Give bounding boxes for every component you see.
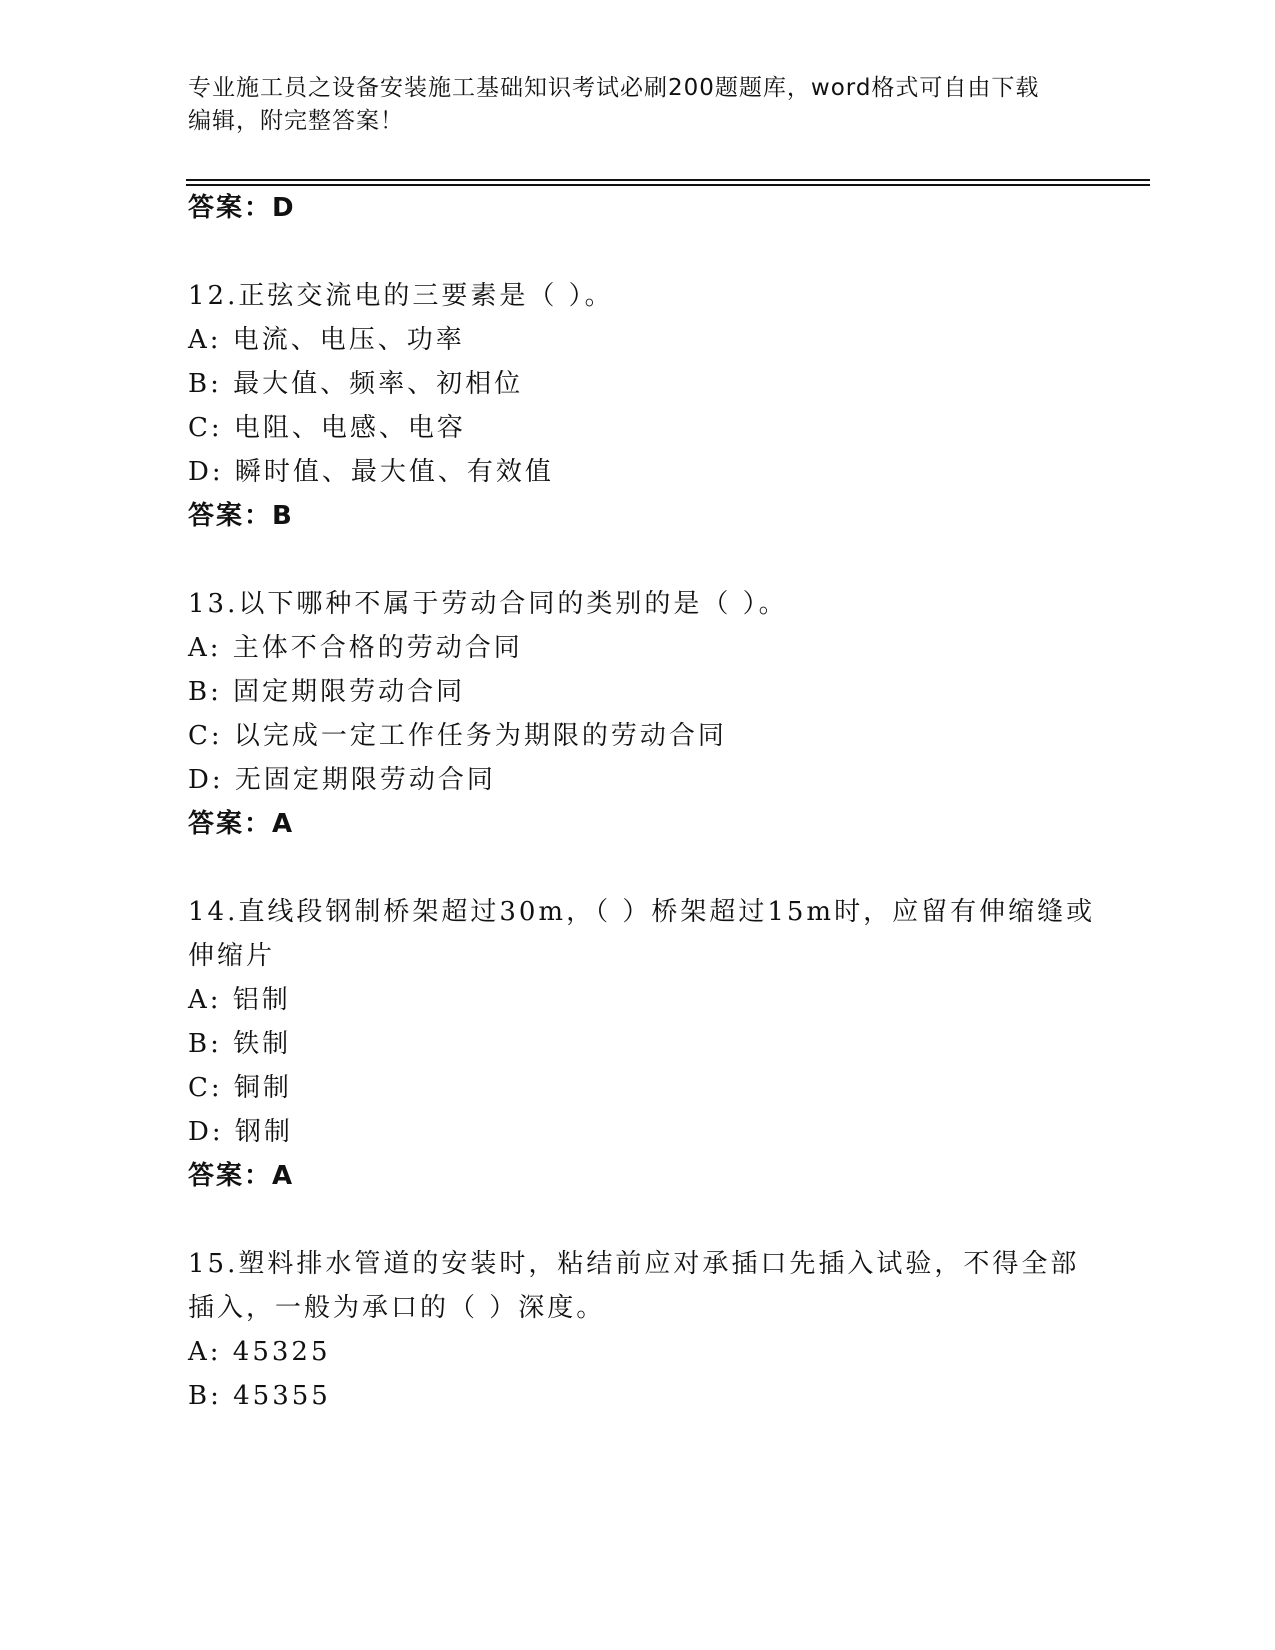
question-14-option-b: B: 铁制 bbox=[188, 1029, 292, 1059]
question-12-stem: 12.正弦交流电的三要素是（ ）。 bbox=[188, 281, 614, 311]
answer-q11: 答案：D bbox=[188, 193, 296, 223]
question-12-option-b: B: 最大值、频率、初相位 bbox=[188, 369, 524, 399]
question-15-option-a: A: 45325 bbox=[188, 1337, 331, 1367]
header-line-2: 编辑，附完整答案！ bbox=[188, 108, 404, 134]
question-14-option-d: D: 钢制 bbox=[188, 1117, 293, 1147]
header-line-1: 专业施工员之设备安装施工基础知识考试必刷200题题库，word格式可自由下载 bbox=[188, 75, 1040, 101]
question-13-option-b: B: 固定期限劳动合同 bbox=[188, 677, 466, 707]
question-13-option-d: D: 无固定期限劳动合同 bbox=[188, 765, 496, 795]
question-12-option-c: C: 电阻、电感、电容 bbox=[188, 413, 466, 443]
question-13-stem: 13.以下哪种不属于劳动合同的类别的是（ ）。 bbox=[188, 589, 788, 619]
header-divider-top bbox=[186, 179, 1150, 181]
question-15-stem-line-1: 15.塑料排水管道的安装时，粘结前应对承插口先插入试验，不得全部 bbox=[188, 1249, 1080, 1279]
question-14-answer: 答案：A bbox=[188, 1161, 295, 1191]
question-13-option-a: A: 主体不合格的劳动合同 bbox=[188, 633, 523, 663]
question-14-option-a: A: 铝制 bbox=[188, 985, 291, 1015]
question-15-option-b: B: 45355 bbox=[188, 1381, 331, 1411]
question-15-stem-line-2: 插入，一般为承口的（ ）深度。 bbox=[188, 1293, 606, 1323]
question-14-option-c: C: 铜制 bbox=[188, 1073, 292, 1103]
header-divider-bottom bbox=[186, 184, 1150, 186]
document-header bbox=[188, 72, 1088, 138]
question-12-answer: 答案：B bbox=[188, 501, 294, 531]
question-14-stem-line-2: 伸缩片 bbox=[188, 941, 276, 971]
question-14-stem-line-1: 14.直线段钢制桥架超过30m，（ ）桥架超过15m时，应留有伸缩缝或 bbox=[188, 897, 1096, 927]
question-13-option-c: C: 以完成一定工作任务为期限的劳动合同 bbox=[188, 721, 727, 751]
question-13-answer: 答案：A bbox=[188, 809, 295, 839]
question-12-option-d: D: 瞬时值、最大值、有效值 bbox=[188, 457, 554, 487]
question-12-option-a: A: 电流、电压、功率 bbox=[188, 325, 465, 355]
